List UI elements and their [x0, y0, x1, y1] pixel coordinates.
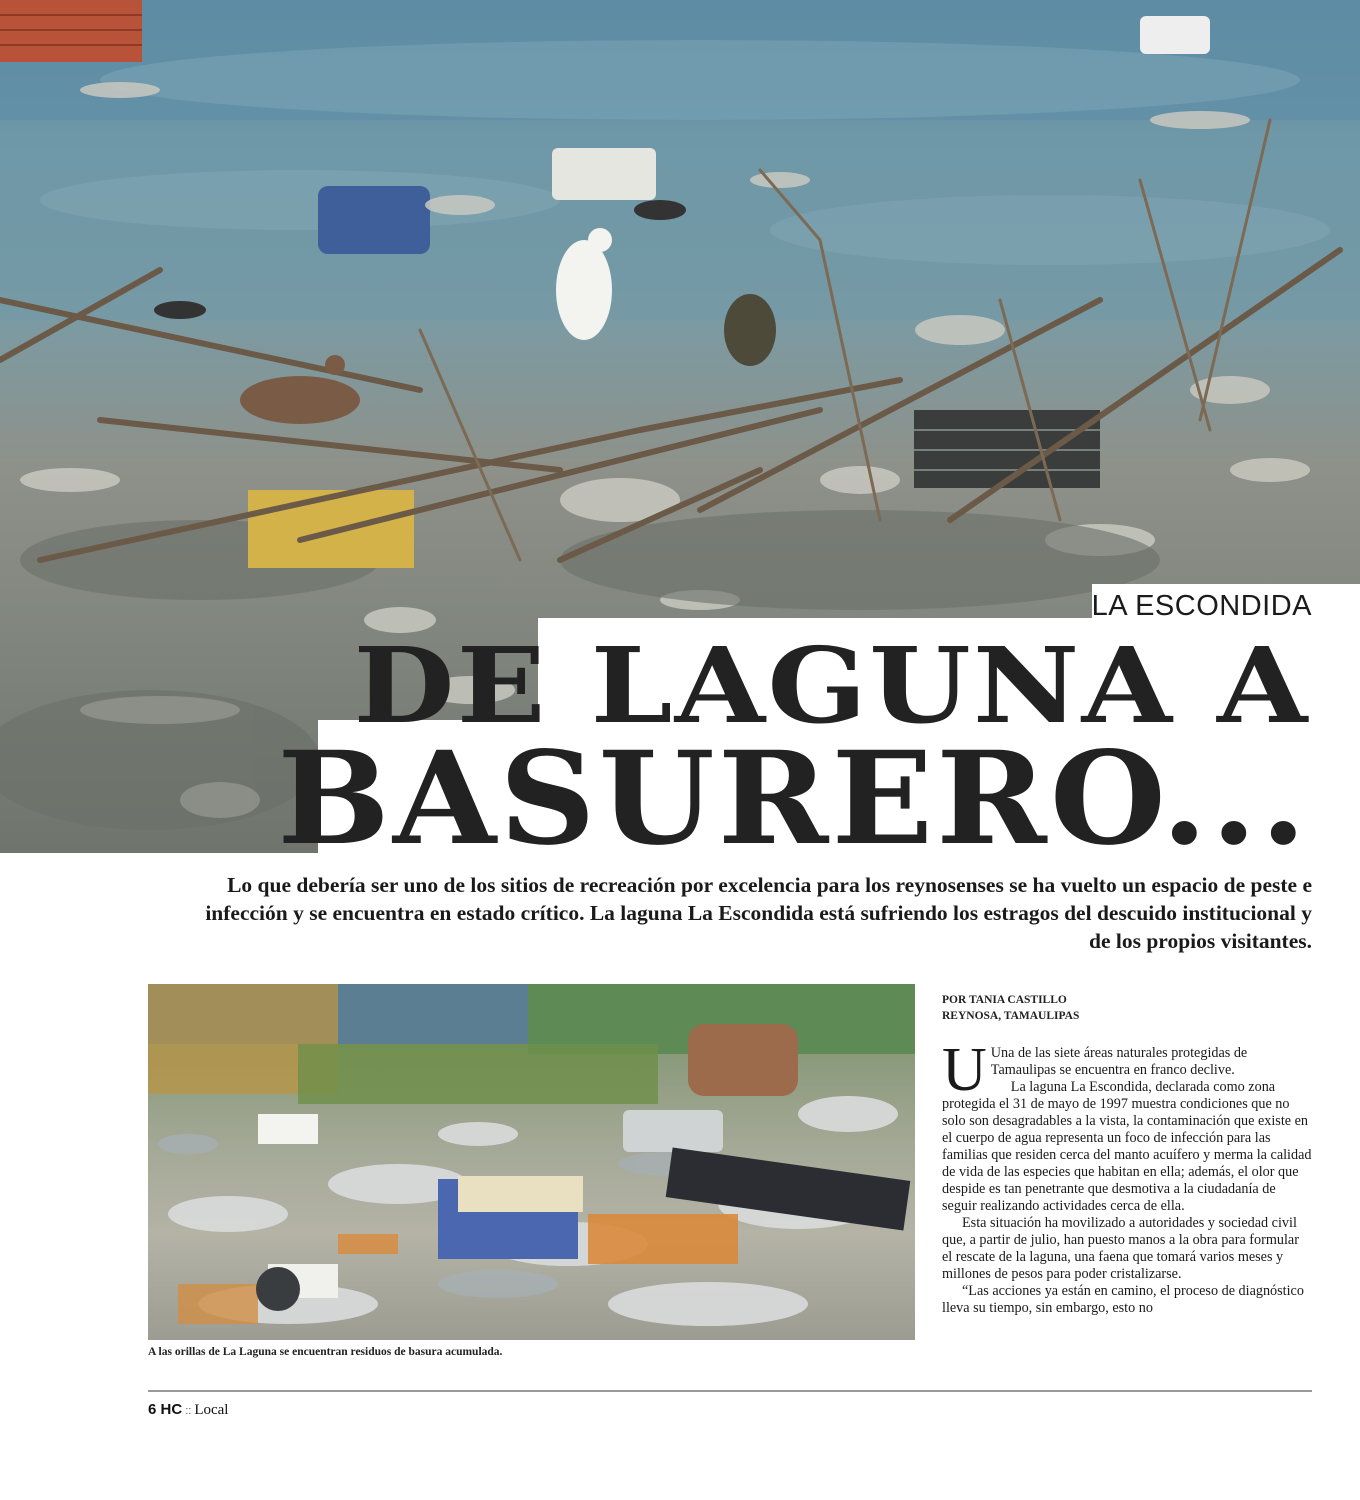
- headline-line-1: DE LAGUNA A: [353, 624, 1310, 747]
- article-paragraph-2: La laguna La Escondida, declarada como zona protegida el 31 de mayo de 1997 muestra condiciones que no solo son desagradables a la vista, la contaminación que existe en el cuerpo de agua representa un foco de infección para las familias que residen cerca del manto acuífero y merma la calidad de vida de las especies que habitan en ella; además, el olor que despide es tan penetrante que desmotiva a la ciudadanía de seguir realizando actividades cerca de ella.: [942, 1079, 1312, 1214]
- folio-separator: ::: [185, 1405, 192, 1417]
- footer-rule: [148, 1390, 1312, 1392]
- headline-line-2: BASURERO...: [277, 724, 1310, 874]
- section-kicker: LA ESCONDIDA: [1091, 590, 1312, 622]
- article-paragraph-1: [942, 1036, 1312, 1104]
- drop-cap: U: [942, 1036, 987, 1104]
- byline: [942, 992, 1079, 1024]
- article-paragraph-3: Esta situación ha movilizado a autoridades y sociedad civil que, a partir de julio, han puesto manos a la obra para formular el rescate de la laguna, una faena que tomará varios meses y millones de pesos para poder cristalizarse.: [942, 1215, 1299, 1282]
- article-paragraph-4: “Las acciones ya están en camino, el proceso de diagnóstico lleva su tiempo, sin embargo, esto no: [942, 1283, 1304, 1316]
- shore-garbage-photo: [148, 984, 915, 1340]
- page-number: 6 HC: [148, 1401, 183, 1418]
- photo-caption: A las orillas de La Laguna se encuentran residuos de basura acumulada.: [148, 1346, 503, 1358]
- article-paragraph-1-text: Una de las siete áreas naturales protegidas de Tamaulipas se encuentra en franco declive.: [990, 1045, 1248, 1078]
- byline-location: REYNOSA, TAMAULIPAS: [942, 1010, 1080, 1022]
- byline-author: POR TANIA CASTILLO: [942, 994, 1067, 1006]
- shore-garbage-illustration: [148, 984, 915, 1340]
- page-folio: [148, 1401, 228, 1419]
- article-body: [942, 1036, 1312, 1317]
- article-deck: Lo que debería ser uno de los sitios de recreación por excelencia para los reynosenses se ha vuelto un espacio de peste e infección y se encuentra en estado crítico. La laguna La Escondida está sufriendo los estragos del descuido institucional y de los propios visitantes.: [205, 873, 1312, 953]
- section-name: Local: [194, 1402, 229, 1418]
